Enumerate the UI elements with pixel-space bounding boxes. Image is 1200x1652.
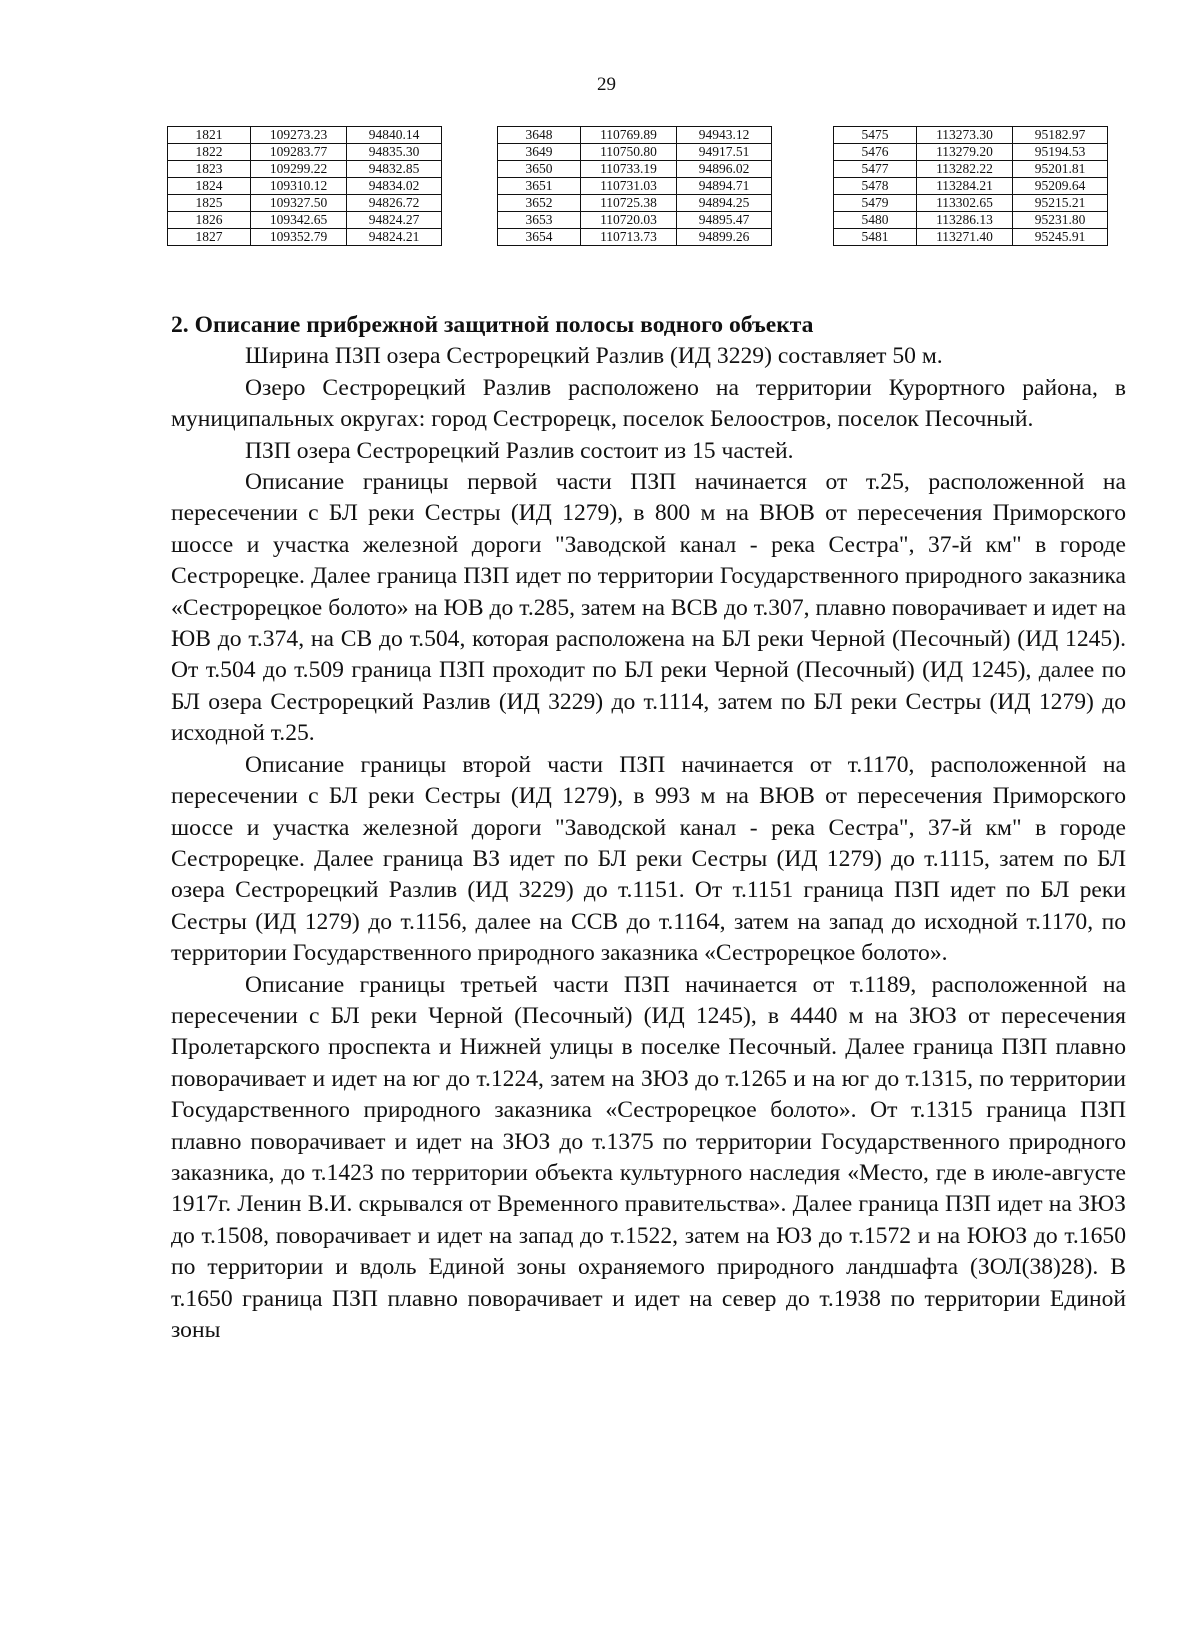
- page-number: 29: [597, 74, 616, 95]
- coord-x: 109273.23: [251, 127, 347, 144]
- coord-y: 94826.72: [347, 195, 442, 212]
- point-number: 1827: [168, 229, 251, 246]
- coordinates-table-2: [497, 126, 772, 246]
- coord-x: 110720.03: [581, 212, 677, 229]
- point-number: 5477: [834, 161, 917, 178]
- coord-x: 109299.22: [251, 161, 347, 178]
- coord-x: 109327.50: [251, 195, 347, 212]
- coord-y: 94824.21: [347, 229, 442, 246]
- table-row: [168, 127, 442, 144]
- table-row: [168, 195, 442, 212]
- coord-y: 95194.53: [1013, 144, 1108, 161]
- point-number: 1824: [168, 178, 251, 195]
- point-number: 3654: [498, 229, 581, 246]
- coord-y: 94894.25: [677, 195, 772, 212]
- section-heading: 2. Описание прибрежной защитной полосы водного объекта: [171, 312, 814, 338]
- table-row: [834, 127, 1108, 144]
- point-number: 5476: [834, 144, 917, 161]
- paragraph-part-1: Описание границы первой части ПЗП начинается от т.25, расположенной на пересечении с БЛ реки Сестры (ИД 1279), в 800 м на ВЮВ от пересечения Приморского шоссе и участка железной дороги "Заводской канал - река Сестра", 37-й км" в городе Сестрорецке. Далее граница ПЗП идет по территории Государственного природного заказника «Сестрорецкое болото» на ЮВ до т.285, затем на ВСВ до т.307, плавно поворачивает и идет на ЮВ до т.374, на СВ до т.504, которая расположена на БЛ реки Черной (Песочный) (ИД 1245). От т.504 до т.509 граница ПЗП проходит по БЛ реки Черной (Песочный) (ИД 1245), далее по БЛ озера Сестрорецкий Разлив (ИД 3229) до т.1114, затем по БЛ реки Сестры (ИД 1279) до исходной т.25.: [171, 469, 1126, 747]
- table-row: [168, 144, 442, 161]
- table-row: [168, 178, 442, 195]
- coord-x: 113279.20: [917, 144, 1013, 161]
- coord-x: 113286.13: [917, 212, 1013, 229]
- point-number: 3650: [498, 161, 581, 178]
- table-row: [168, 212, 442, 229]
- table-row: [834, 212, 1108, 229]
- point-number: 3652: [498, 195, 581, 212]
- coord-x: 113282.22: [917, 161, 1013, 178]
- coord-x: 110725.38: [581, 195, 677, 212]
- table-row: [498, 178, 772, 195]
- coord-y: 95182.97: [1013, 127, 1108, 144]
- coord-y: 94840.14: [347, 127, 442, 144]
- paragraph-location: Озеро Сестрорецкий Разлив расположено на территории Курортного района, в муниципальных округах: город Сестрорецк, поселок Белоостров, поселок Песочный.: [171, 374, 1126, 433]
- point-number: 1826: [168, 212, 251, 229]
- coord-x: 113284.21: [917, 178, 1013, 195]
- coord-x: 110733.19: [581, 161, 677, 178]
- coord-y: 95215.21: [1013, 195, 1108, 212]
- table-row: [498, 229, 772, 246]
- coord-y: 95201.81: [1013, 161, 1108, 178]
- coord-y: 95209.64: [1013, 178, 1108, 195]
- table-row: [168, 229, 442, 246]
- coord-x: 109352.79: [251, 229, 347, 246]
- coord-y: 94835.30: [347, 144, 442, 161]
- coord-y: 94896.02: [677, 161, 772, 178]
- paragraph-part-2: Описание границы второй части ПЗП начинается от т.1170, расположенной на пересечении с БЛ реки Сестры (ИД 1279), в 993 м на ВЮВ от пересечения Приморского шоссе и участка железной дороги "Заводской канал - река Сестра", 37-й км" в городе Сестрорецке. Далее граница ВЗ идет по БЛ реки Сестры (ИД 1279) до т.1115, затем по БЛ озера Сестрорецкий Разлив (ИД 3229) до т.1151. От т.1151 граница ПЗП идет по БЛ реки Сестры (ИД 1279) до т.1156, далее на ССВ до т.1164, затем на запад до исходной т.1170, по территории Государственного природного заказника «Сестрорецкое болото».: [171, 751, 1126, 967]
- document-body: [171, 310, 1126, 1346]
- coord-x: 109283.77: [251, 144, 347, 161]
- coord-x: 110713.73: [581, 229, 677, 246]
- coord-x: 113302.65: [917, 195, 1013, 212]
- coord-x: 110750.80: [581, 144, 677, 161]
- point-number: 5481: [834, 229, 917, 246]
- point-number: 5475: [834, 127, 917, 144]
- point-number: 5480: [834, 212, 917, 229]
- coord-x: 109342.65: [251, 212, 347, 229]
- coord-y: 94834.02: [347, 178, 442, 195]
- coord-y: 95231.80: [1013, 212, 1108, 229]
- coord-y: 94894.71: [677, 178, 772, 195]
- point-number: 1822: [168, 144, 251, 161]
- table-row: [498, 195, 772, 212]
- point-number: 1825: [168, 195, 251, 212]
- coord-y: 94895.47: [677, 212, 772, 229]
- point-number: 3651: [498, 178, 581, 195]
- coord-x: 109310.12: [251, 178, 347, 195]
- coord-y: 94832.85: [347, 161, 442, 178]
- table-row: [498, 127, 772, 144]
- point-number: 5478: [834, 178, 917, 195]
- table-row: [498, 144, 772, 161]
- coord-y: 94824.27: [347, 212, 442, 229]
- coord-y: 94899.26: [677, 229, 772, 246]
- point-number: 1821: [168, 127, 251, 144]
- table-row: [834, 195, 1108, 212]
- table-row: [498, 212, 772, 229]
- table-row: [498, 161, 772, 178]
- table-row: [168, 161, 442, 178]
- point-number: 3648: [498, 127, 581, 144]
- point-number: 3653: [498, 212, 581, 229]
- paragraph-part-3: Описание границы третьей части ПЗП начинается от т.1189, расположенной на пересечении с БЛ реки Черной (Песочный) (ИД 1245), в 4440 м на ЗЮЗ от пересечения Пролетарского проспекта и Нижней улицы в поселке Песочный. Далее граница ПЗП плавно поворачивает и идет на юг до т.1224, затем на ЗЮЗ до т.1265 и на юг до т.1315, по территории Государственного природного заказника «Сестрорецкое болото». От т.1315 граница ПЗП плавно поворачивает и идет на ЗЮЗ до т.1375 по территории Государственного природного заказника, до т.1423 по территории объекта культурного наследия «Место, где в июле-августе 1917г. Ленин В.И. скрывался от Временного правительства». Далее граница ПЗП идет на ЗЮЗ до т.1508, поворачивает и идет на запад до т.1522, затем на ЮЗ до т.1572 и на ЮЮЗ до т.1650 по территории и вдоль Единой зоны охраняемого природного ландшафта (ЗОЛ(38)28). В т.1650 граница ПЗП плавно поворачивает и идет на север до т.1938 по территории Единой зоны: [171, 971, 1126, 1343]
- coord-x: 113271.40: [917, 229, 1013, 246]
- coord-x: 110731.03: [581, 178, 677, 195]
- point-number: 1823: [168, 161, 251, 178]
- point-number: 5479: [834, 195, 917, 212]
- coordinates-table-3: [833, 126, 1108, 246]
- coord-y: 94917.51: [677, 144, 772, 161]
- coord-y: 94943.12: [677, 127, 772, 144]
- paragraph-parts-count: ПЗП озера Сестрорецкий Разлив состоит из 15 частей.: [245, 437, 794, 464]
- paragraph-width: Ширина ПЗП озера Сестрорецкий Разлив (ИД 3229) составляет 50 м.: [245, 343, 943, 370]
- point-number: 3649: [498, 144, 581, 161]
- table-row: [834, 161, 1108, 178]
- table-row: [834, 144, 1108, 161]
- coord-y: 95245.91: [1013, 229, 1108, 246]
- table-row: [834, 178, 1108, 195]
- coord-x: 110769.89: [581, 127, 677, 144]
- table-row: [834, 229, 1108, 246]
- coordinates-table-1: [167, 126, 442, 246]
- coord-x: 113273.30: [917, 127, 1013, 144]
